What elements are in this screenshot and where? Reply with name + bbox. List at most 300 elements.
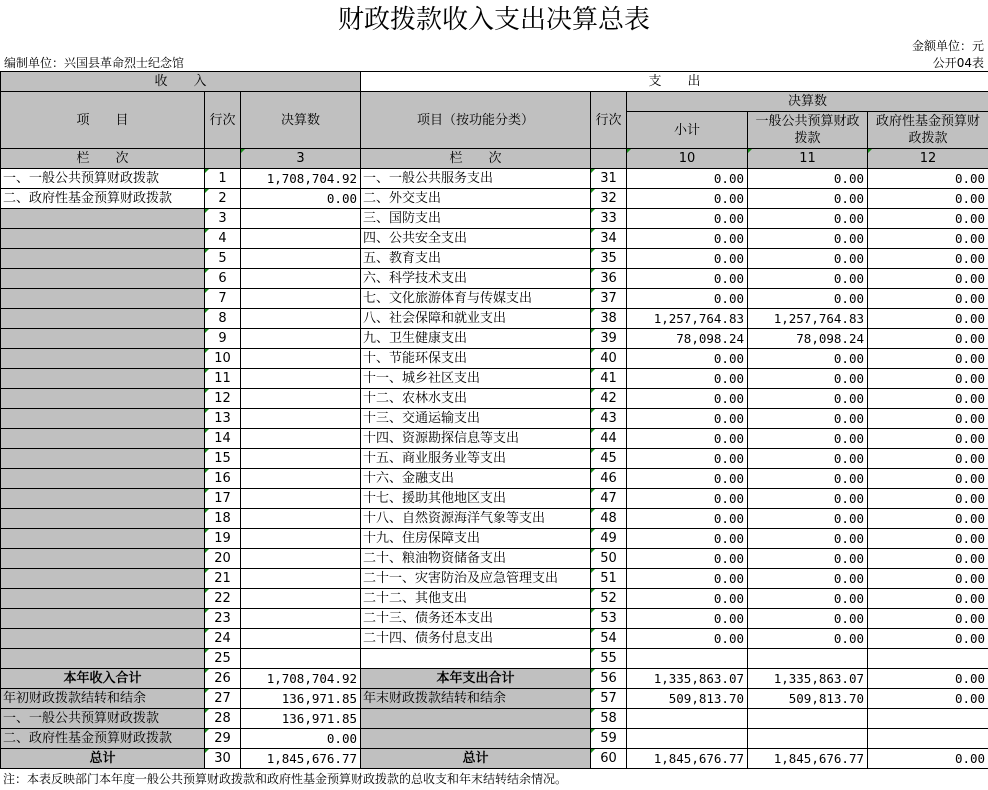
income-row-no-text: 20 [214,551,231,566]
expense-row-no-text: 33 [600,211,617,226]
cell-marker-icon [205,689,209,693]
expense-subtotal: 0.00 [627,489,748,509]
expense-row-no-text: 57 [600,691,617,706]
income-row-no-text: 7 [218,291,227,306]
income-row-no-text: 2 [218,191,227,206]
expense-section-header: 支 出 [361,72,988,92]
summary-row [1,729,988,749]
expense-subtotal: 0.00 [627,469,748,489]
expense-row-no-text: 44 [600,431,617,446]
expense-row-no-text: 58 [600,711,617,726]
expense-row-no [591,529,627,549]
expense-row-no-text: 47 [600,491,617,506]
expense-row-no [591,289,627,309]
summary-row [1,669,988,689]
expense-item: 二十二、其他支出 [361,589,591,609]
expense-row-no [591,269,627,289]
income-row-no-text: 3 [218,211,227,226]
income-row-no-text: 15 [214,451,231,466]
table-row [1,169,988,189]
cell-marker-icon [205,209,209,213]
expense-row-no [591,749,627,769]
expense-fund: 0.00 [868,309,988,329]
cell-marker-icon [591,749,595,753]
income-row-no-text: 25 [214,651,231,666]
expense-item: 二十一、灾害防治及应急管理支出 [361,569,591,589]
cell-marker-icon [205,629,209,633]
income-row-no-text: 21 [214,571,231,586]
expense-subtotal: 0.00 [627,569,748,589]
cell-marker-icon [205,609,209,613]
expense-item: 二十、粮油物资储备支出 [361,549,591,569]
expense-row-no [591,349,627,369]
table-row [1,289,988,309]
table-row [1,309,988,329]
table-row [1,369,988,389]
income-item [1,209,205,229]
expense-general [748,709,868,729]
expense-fund: 0.00 [868,449,988,469]
expense-row-no [591,229,627,249]
expense-column-label: 栏 次 [361,149,591,169]
expense-general: 0.00 [748,569,868,589]
cell-marker-icon [205,529,209,533]
income-amount: 136,971.85 [241,689,361,709]
income-amount [241,589,361,609]
col-11-label: 11 [799,151,816,166]
expense-general: 1,335,863.07 [748,669,868,689]
table-row [1,389,988,409]
table-row [1,589,988,609]
income-row-no-text: 23 [214,611,231,626]
income-row-no [205,689,241,709]
cell-marker-icon [205,329,209,333]
expense-general [748,649,868,669]
income-item [1,349,205,369]
expense-subtotal: 1,335,863.07 [627,669,748,689]
expense-fund: 0.00 [868,509,988,529]
expense-general [748,729,868,749]
expense-fund: 0.00 [868,369,988,389]
income-item [1,309,205,329]
cell-marker-icon [241,149,245,153]
cell-marker-icon [205,409,209,413]
expense-subtotal: 0.00 [627,189,748,209]
expense-row-no [591,489,627,509]
expense-row-no-text: 51 [600,571,617,586]
cell-marker-icon [205,229,209,233]
expense-fund: 0.00 [868,229,988,249]
expense-subtotal [627,729,748,749]
cell-marker-icon [591,449,595,453]
expense-subtotal: 0.00 [627,589,748,609]
expense-row-no [591,569,627,589]
income-row-no-text: 6 [218,271,227,286]
income-item: 二、政府性基金预算财政拨款 [1,729,205,749]
expense-item: 五、教育支出 [361,249,591,269]
income-row-no [205,289,241,309]
income-amount [241,509,361,529]
income-row-no [205,429,241,449]
expense-item: 二十四、债务付息支出 [361,629,591,649]
expense-item [361,709,591,729]
expense-general: 1,845,676.77 [748,749,868,769]
expense-row-no [591,429,627,449]
income-item: 总计 [1,749,205,769]
income-row-no-text: 8 [218,311,227,326]
income-amount [241,349,361,369]
expense-fund: 0.00 [868,589,988,609]
expense-row-no-text: 40 [600,351,617,366]
table-row [1,249,988,269]
table-code-label: 公开04表 [932,56,984,70]
cell-marker-icon [205,249,209,253]
income-row-no [205,489,241,509]
table-row [1,449,988,469]
income-amount: 1,708,704.92 [241,169,361,189]
expense-general: 0.00 [748,449,868,469]
cell-marker-icon [205,169,209,173]
income-row-no-text: 19 [214,531,231,546]
income-row-no-text: 28 [214,711,231,726]
cell-marker-icon [591,589,595,593]
expense-item: 八、社会保障和就业支出 [361,309,591,329]
expense-fund: 0.00 [868,749,988,769]
expense-item: 十八、自然资源海洋气象等支出 [361,509,591,529]
expense-subtotal: 78,098.24 [627,329,748,349]
income-item: 二、政府性基金预算财政拨款 [1,189,205,209]
expense-row-no [591,309,627,329]
cell-marker-icon [205,729,209,733]
table-row [1,609,988,629]
income-item [1,269,205,289]
expense-general: 78,098.24 [748,329,868,349]
expense-row-no-text: 48 [600,511,617,526]
expense-item: 二、外交支出 [361,189,591,209]
table-row [1,529,988,549]
expense-general: 0.00 [748,629,868,649]
income-item [1,529,205,549]
expense-fund: 0.00 [868,669,988,689]
table-row [1,349,988,369]
expense-row-no [591,329,627,349]
income-row-no [205,349,241,369]
expense-subtotal: 0.00 [627,409,748,429]
table-row [1,209,988,229]
cell-marker-icon [591,309,595,313]
expense-general: 0.00 [748,369,868,389]
expense-fund: 0.00 [868,429,988,449]
income-row-no-text: 29 [214,731,231,746]
expense-subtotal: 0.00 [627,389,748,409]
expense-subtotal: 0.00 [627,429,748,449]
expense-row-no [591,509,627,529]
expense-subtotal [627,649,748,669]
expense-fund: 0.00 [868,269,988,289]
cell-marker-icon [205,429,209,433]
expense-fund: 0.00 [868,209,988,229]
expense-subtotal: 0.00 [627,449,748,469]
expense-general: 0.00 [748,609,868,629]
table-row [1,189,988,209]
income-amount: 0.00 [241,729,361,749]
expense-general: 1,257,764.83 [748,309,868,329]
income-row-no-text: 27 [214,691,231,706]
expense-item: 十三、交通运输支出 [361,409,591,429]
expense-item: 四、公共安全支出 [361,229,591,249]
expense-row-no-header: 行次 [591,92,627,149]
expense-general: 0.00 [748,209,868,229]
cell-marker-icon [205,389,209,393]
income-row-no-text: 16 [214,471,231,486]
income-row-no [205,709,241,729]
expense-fund [868,649,988,669]
income-item [1,329,205,349]
expense-fund: 0.00 [868,529,988,549]
expense-row-no-text: 37 [600,291,617,306]
expense-subtotal: 0.00 [627,169,748,189]
income-item [1,469,205,489]
cell-marker-icon [205,449,209,453]
general-column-no [748,149,868,169]
income-amount [241,409,361,429]
expense-item: 十、节能环保支出 [361,349,591,369]
income-amount [241,249,361,269]
expense-item [361,649,591,669]
income-item [1,609,205,629]
expense-row-no [591,249,627,269]
compiling-unit-label: 编制单位：兴国县革命烈士纪念馆 [4,56,185,70]
income-section-header: 收 入 [1,72,361,92]
expense-subtotal: 0.00 [627,369,748,389]
cell-marker-icon [205,349,209,353]
expense-row-no [591,689,627,709]
table-row [1,629,988,649]
income-amount: 0.00 [241,189,361,209]
table-row [1,329,988,349]
expense-fund: 0.00 [868,169,988,189]
expense-general: 0.00 [748,249,868,269]
cell-marker-icon [591,649,595,653]
expense-row-no-text: 35 [600,251,617,266]
table-row [1,409,988,429]
expense-fund: 0.00 [868,469,988,489]
income-item [1,549,205,569]
income-row-no [205,569,241,589]
expense-general: 0.00 [748,349,868,369]
expense-subtotal: 1,845,676.77 [627,749,748,769]
expense-row-no-text: 41 [600,371,617,386]
report-title: 财政拨款收入支出决算总表 [337,5,650,35]
expense-row-no-text: 56 [600,671,617,686]
income-row-no [205,409,241,429]
expense-item: 十五、商业服务业等支出 [361,449,591,469]
table-row [1,649,988,669]
cell-marker-icon [591,209,595,213]
table-row [1,269,988,289]
expense-general: 0.00 [748,289,868,309]
income-item [1,649,205,669]
income-item [1,289,205,309]
income-row-no-text: 17 [214,491,231,506]
income-amount [241,469,361,489]
expense-item: 十九、住房保障支出 [361,529,591,549]
income-row-no [205,609,241,629]
expense-subtotal: 1,257,764.83 [627,309,748,329]
expense-row-no [591,649,627,669]
expense-amount-header: 决算数 [627,92,988,112]
income-row-no [205,529,241,549]
cell-marker-icon [591,389,595,393]
expense-fund: 0.00 [868,689,988,709]
income-row-no [205,389,241,409]
expense-item: 六、科学技术支出 [361,269,591,289]
expense-row-no [591,609,627,629]
expense-general: 0.00 [748,589,868,609]
income-row-no-text: 12 [214,391,231,406]
income-amount [241,309,361,329]
income-amount [241,529,361,549]
income-row-no [205,209,241,229]
income-amount: 1,708,704.92 [241,669,361,689]
cell-marker-icon [205,369,209,373]
expense-item: 一、一般公共服务支出 [361,169,591,189]
general-budget-header: 一般公共预算财政拨款 [748,112,868,149]
summary-row [1,749,988,769]
expense-row-no-text: 52 [600,591,617,606]
income-amount: 136,971.85 [241,709,361,729]
income-row-no [205,189,241,209]
income-row-no-text: 22 [214,591,231,606]
cell-marker-icon [205,669,209,673]
expense-row-no [591,549,627,569]
income-item [1,509,205,529]
cell-marker-icon [205,269,209,273]
expense-row-no [591,469,627,489]
col-3-label: 3 [296,151,305,166]
income-amount [241,489,361,509]
cell-marker-icon [591,269,595,273]
table-row [1,229,988,249]
cell-marker-icon [591,189,595,193]
income-amount [241,209,361,229]
expense-fund [868,729,988,749]
expense-subtotal: 0.00 [627,249,748,269]
expense-row-no-text: 53 [600,611,617,626]
table-row [1,549,988,569]
income-amount [241,629,361,649]
expense-row-no-text: 55 [600,651,617,666]
income-row-no-text: 30 [214,751,231,766]
expense-general: 0.00 [748,469,868,489]
income-row-no [205,729,241,749]
cell-marker-icon [591,409,595,413]
cell-marker-icon [591,689,595,693]
expense-row-no [591,409,627,429]
expense-subtotal: 0.00 [627,349,748,369]
expense-row-no-text: 46 [600,471,617,486]
income-row-no [205,169,241,189]
cell-marker-icon [591,329,595,333]
cell-marker-icon [591,549,595,553]
expense-subtotal: 0.00 [627,549,748,569]
expense-row-no [591,209,627,229]
expense-fund: 0.00 [868,489,988,509]
cell-marker-icon [591,349,595,353]
expense-item: 十一、城乡社区支出 [361,369,591,389]
expense-row-no-text: 34 [600,231,617,246]
cell-marker-icon [748,149,752,153]
cell-marker-icon [591,729,595,733]
cell-marker-icon [205,569,209,573]
expense-row-no [591,389,627,409]
income-row-no-text: 24 [214,631,231,646]
cell-marker-icon [591,229,595,233]
expense-row-no [591,729,627,749]
income-item: 一、一般公共预算财政拨款 [1,709,205,729]
expense-general: 0.00 [748,389,868,409]
income-amount [241,229,361,249]
cell-marker-icon [591,469,595,473]
income-item [1,369,205,389]
summary-row [1,709,988,729]
cell-marker-icon [205,469,209,473]
income-amount: 1,845,676.77 [241,749,361,769]
income-item: 一、一般公共预算财政拨款 [1,169,205,189]
expense-item: 七、文化旅游体育与传媒支出 [361,289,591,309]
expense-general: 0.00 [748,429,868,449]
cell-marker-icon [591,429,595,433]
income-row-no-text: 18 [214,511,231,526]
gov-fund-header: 政府性基金预算财政拨款 [868,112,988,149]
cell-marker-icon [591,489,595,493]
income-row-no [205,269,241,289]
cell-marker-icon [591,569,595,573]
cell-marker-icon [205,649,209,653]
income-item [1,629,205,649]
cell-marker-icon [205,709,209,713]
expense-row-no-text: 38 [600,311,617,326]
expense-row-no-text: 59 [600,731,617,746]
income-item [1,229,205,249]
income-amount [241,549,361,569]
income-row-no [205,589,241,609]
expense-subtotal [627,709,748,729]
expense-fund [868,709,988,729]
cell-marker-icon [205,189,209,193]
income-item [1,449,205,469]
expense-subtotal: 0.00 [627,229,748,249]
expense-item: 十四、资源勘探信息等支出 [361,429,591,449]
income-row-no [205,309,241,329]
subtotal-header: 小计 [627,112,748,149]
footnote: 注：本表反映部门本年度一般公共预算财政拨款和政府性基金预算财政拨款的总收支和年末结转结余情况。 [3,772,568,786]
cell-marker-icon [591,609,595,613]
expense-item: 总计 [361,749,591,769]
final-accounts-table [0,71,988,769]
expense-item-header: 项目（按功能分类） [361,92,591,149]
income-column-blank [205,149,241,169]
expense-fund: 0.00 [868,609,988,629]
expense-fund: 0.00 [868,329,988,349]
expense-general: 0.00 [748,549,868,569]
expense-item: 年末财政拨款结转和结余 [361,689,591,709]
expense-item: 本年支出合计 [361,669,591,689]
expense-item: 十二、农林水支出 [361,389,591,409]
income-item [1,489,205,509]
cell-marker-icon [591,629,595,633]
expense-item: 二十三、债务还本支出 [361,609,591,629]
